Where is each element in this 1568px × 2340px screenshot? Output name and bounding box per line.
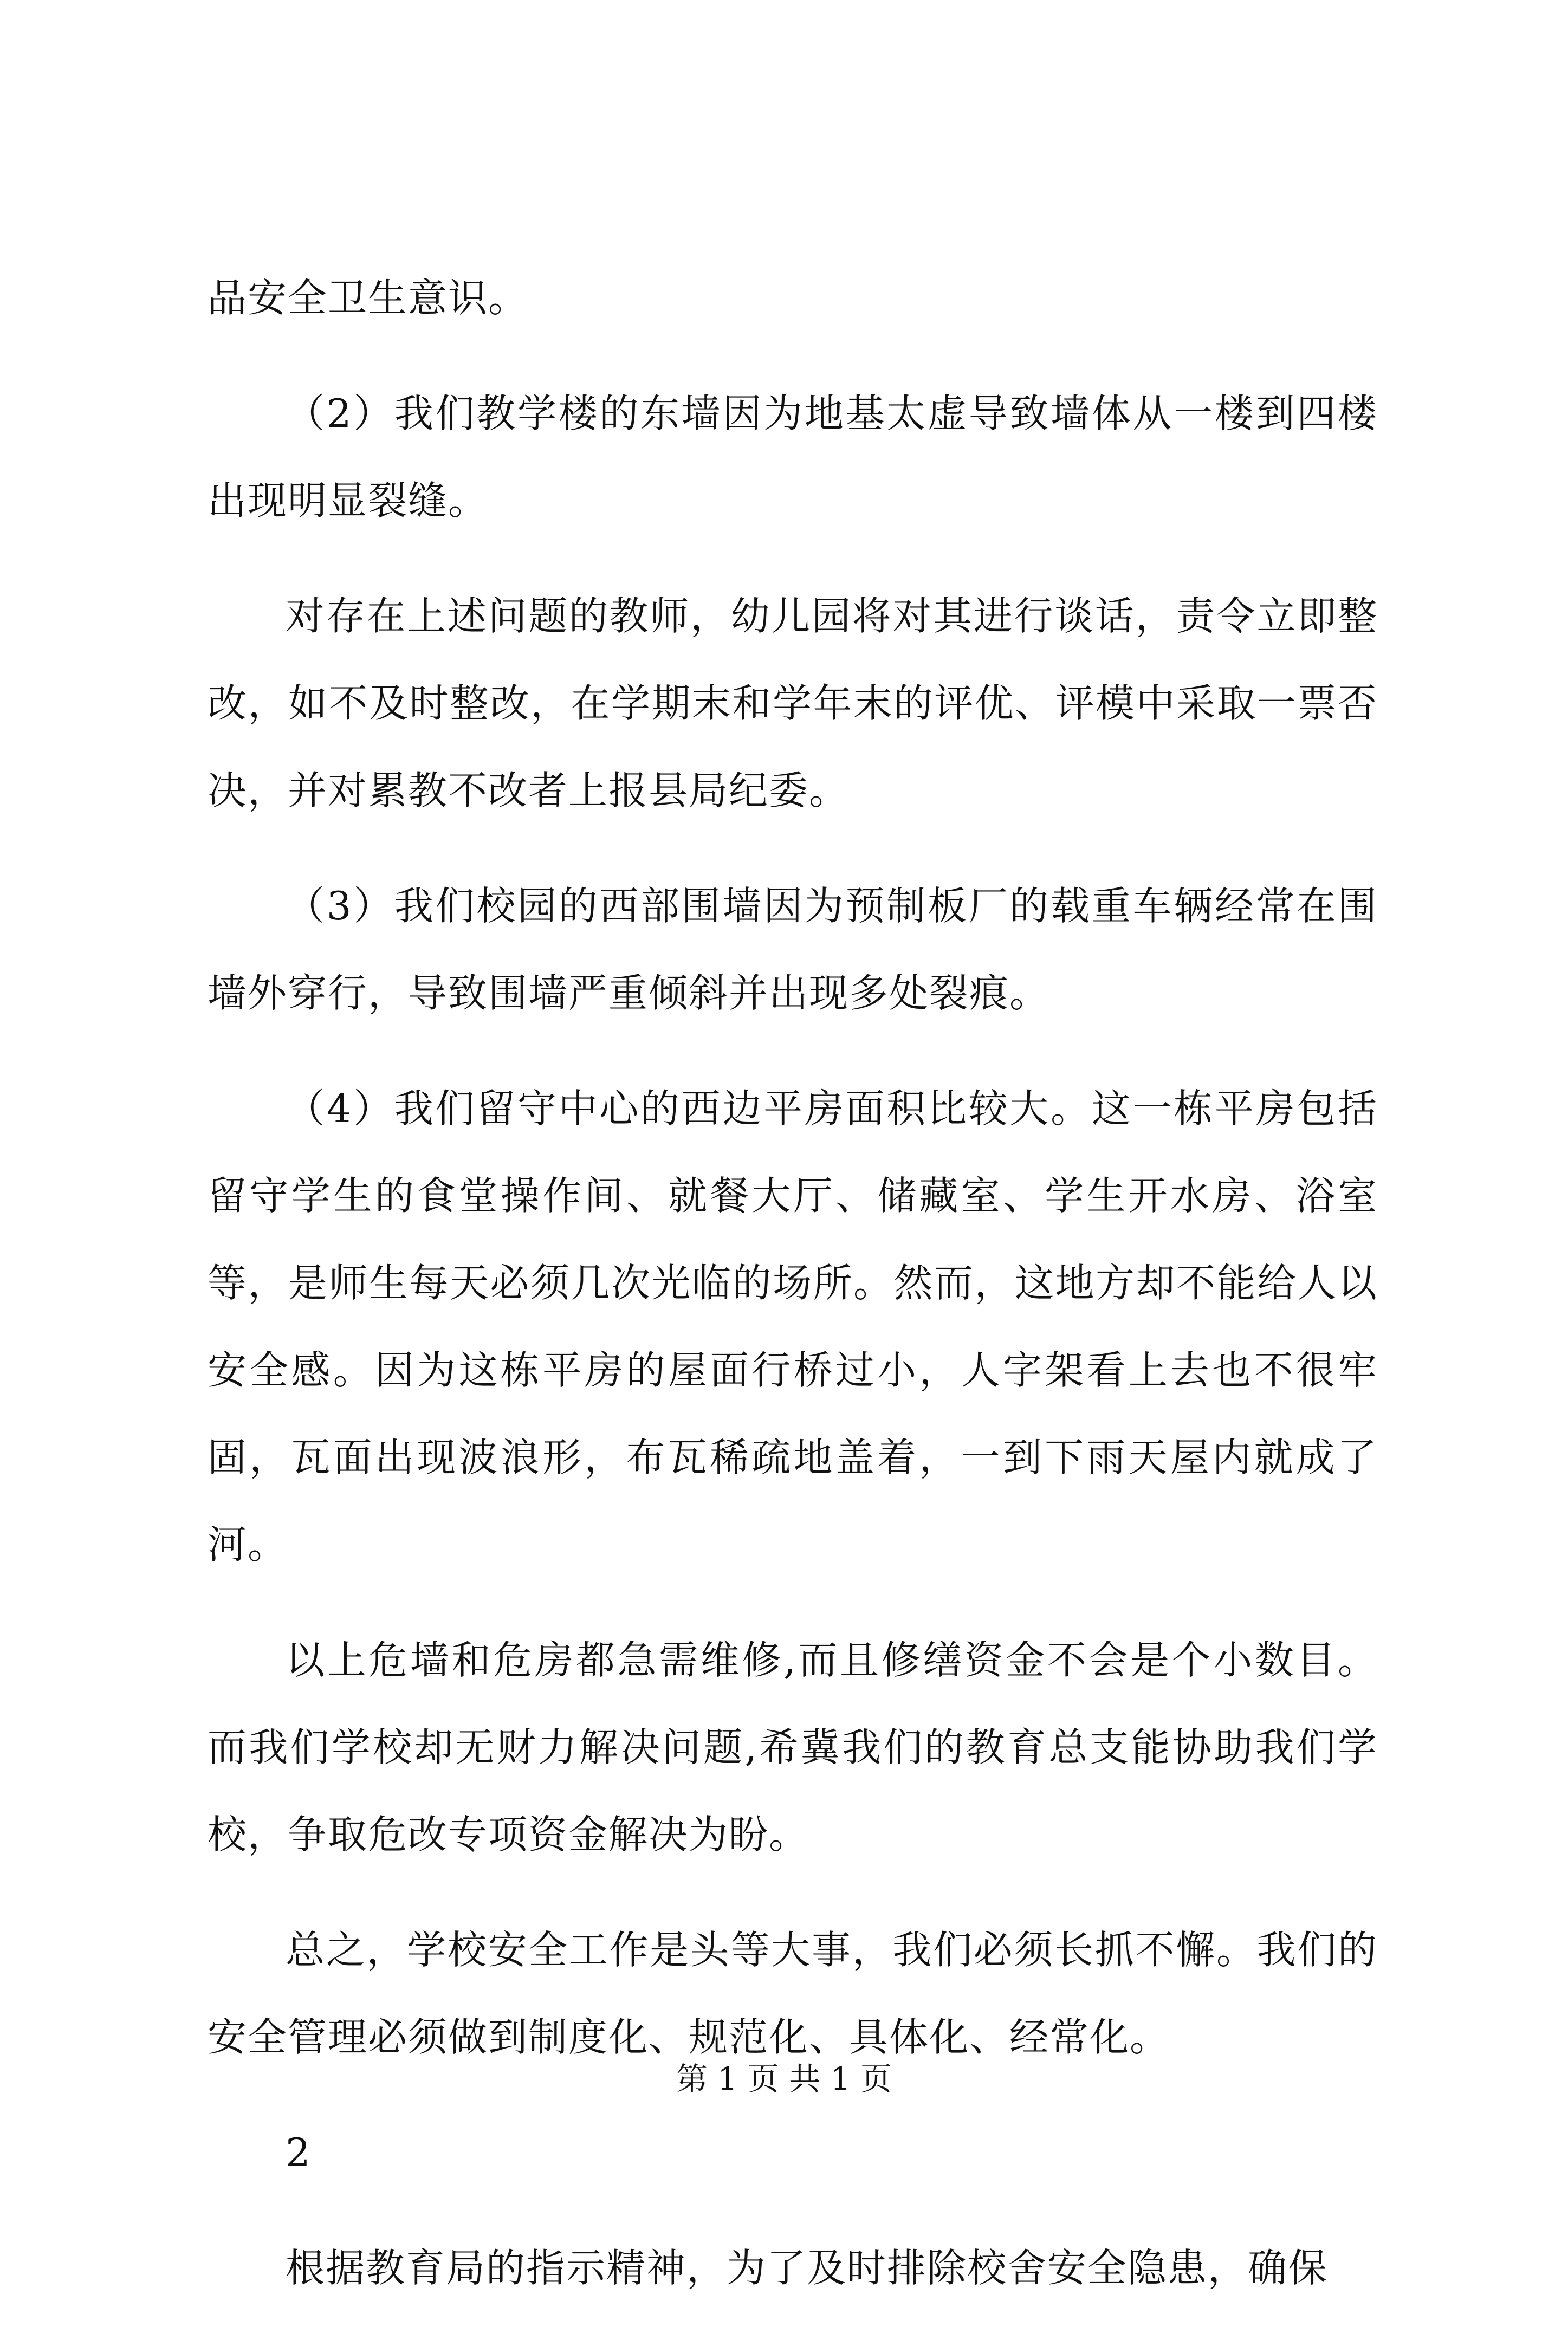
paragraph-repair-request: 以上危墙和危房都急需维修,而且修缮资金不会是个小数目。而我们学校却无财力解决问题,希冀我们的教育总支能协助我们学校，争取危改专项资金解决为盼。 [208,1637,1378,1857]
paragraph-next-section: 根据教育局的指示精神，为了及时排除校舍安全隐患，确保 [286,2245,1329,2291]
paragraph-item-2: （2）我们教学楼的东墙因为地基太虚导致墙体从一楼到四楼出现明显裂缝。 [208,391,1378,523]
paragraph-item-3: （3）我们校园的西部围墙因为预制板厂的载重车辆经常在围墙外穿行，导致围墙严重倾斜并出现多处裂痕。 [208,883,1378,1016]
section-number: 2 [286,2130,312,2175]
paragraph-teacher-notice: 对存在上述问题的教师，幼儿园将对其进行谈话，责令立即整改，如不及时整改，在学期末和学年末的评优、评模中采取一票否决，并对累教不改者上报县局纪委。 [208,593,1378,813]
paragraph-continuation: 品安全卫生意识。 [208,275,529,321]
document-body [208,255,1378,2340]
paragraph-summary: 总之，学校安全工作是头等大事，我们必须长抓不懈。我们的安全管理必须做到制度化、规范化、具体化、经常化。 [208,1927,1378,2060]
page-number-footer: 第 1 页 共 1 页 [676,2060,892,2097]
paragraph-item-4: （4）我们留守中心的西边平房面积比较大。这一栋平房包括留守学生的食堂操作间、就餐大厅、储藏室、学生开水房、浴室等，是师生每天必须几次光临的场所。然而，这地方却不能给人以安全感。因为这栋平房的屋面行桥过小，人字架看上去也不很牢固，瓦面出现波浪形，布瓦稀疏地盖着，一到下雨天屋内就成了河。 [208,1086,1378,1567]
